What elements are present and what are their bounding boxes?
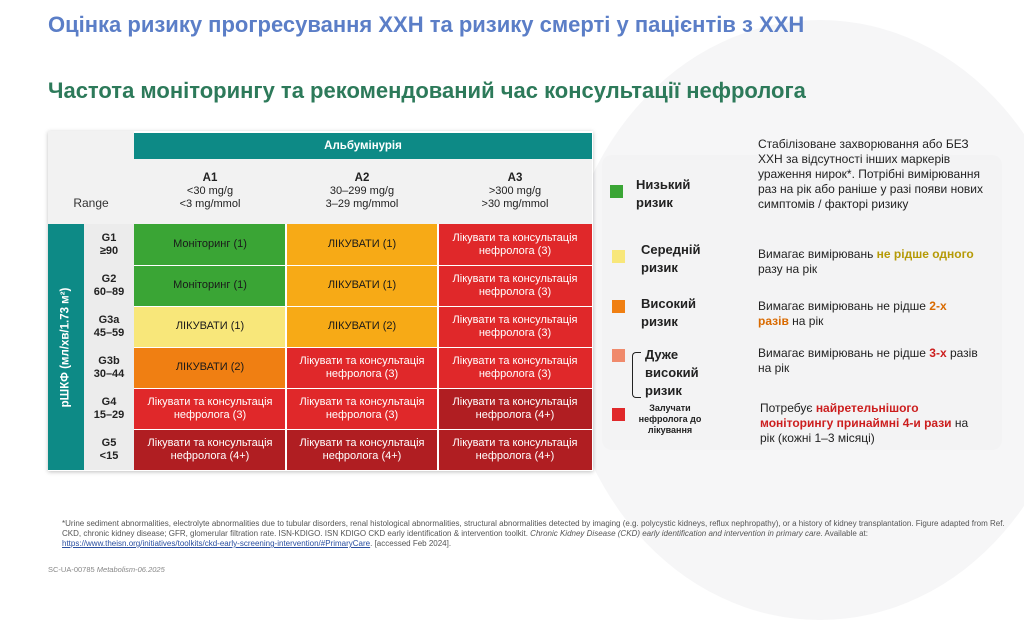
source-link[interactable]: https://www.theisn.org/initiatives/toolkits/ckd-early-screening-intervention/#PrimaryCare	[62, 539, 371, 548]
grid-divider	[134, 306, 592, 308]
column-header-a1: A1 <30 mg/g <3 mg/mmol	[134, 159, 286, 224]
high-risk-description: Вимагає вимірювань не рідше 2-х разів на рік	[758, 299, 947, 328]
grid-divider	[134, 347, 592, 349]
row-label-g5: G5 <15	[84, 429, 134, 470]
cell-g5-a2: Лікувати та консультація нефролога (4+)	[286, 429, 438, 470]
row-label-g3a: G3a 45–59	[84, 306, 134, 347]
refer-label: Залучати нефролога до лікування	[638, 403, 702, 435]
medium-risk-label: Середній ризик	[641, 242, 701, 275]
cell-g3a-a3: Лікувати та консультація нефролога (3)	[438, 306, 592, 347]
very-high-risk-swatch	[612, 349, 625, 362]
refer-description: Потребує найретельнішого моніторингу принаймні 4-и рази на рік (кожні 1–3 місяці)	[760, 401, 969, 445]
grid-divider	[134, 388, 592, 390]
row-label-g2: G2 60–89	[84, 265, 134, 306]
range-label: Range	[48, 131, 134, 224]
risk-bracket	[632, 352, 641, 398]
high-risk-swatch	[612, 300, 625, 313]
cell-g3a-a1: ЛІКУВАТИ (1)	[134, 306, 286, 347]
low-risk-swatch	[610, 185, 623, 198]
cell-g3b-a2: Лікувати та консультація нефролога (3)	[286, 347, 438, 388]
risk-table	[48, 131, 593, 471]
cell-g1-a1: Моніторинг (1)	[134, 224, 286, 265]
very-high-risk-description: Вимагає вимірювань не рідше 3-х разів на рік	[758, 346, 978, 375]
low-risk-description: Стабілізоване захворювання або БЕЗ ХХН за відсутності інших маркерів ураження нирок*. Потрібні вимірювання раз на рік або раніше у разі появи нових симптомів / факторі ризику	[758, 137, 983, 211]
page-subtitle: Частота моніторингу та рекомендований час консультації нефролога	[48, 78, 806, 103]
row-label-g3b: G3b 30–44	[84, 347, 134, 388]
row-label-g4: G4 15–29	[84, 388, 134, 429]
column-header-a3: A3 >300 mg/g >30 mg/mmol	[438, 159, 592, 224]
low-risk-label: Низький ризик	[636, 177, 691, 210]
row-label-g1: G1 ≥90	[84, 224, 134, 265]
cell-g5-a3: Лікувати та консультація нефролога (4+)	[438, 429, 592, 470]
page-title: Оцінка ризику прогресування ХХН та ризику смерті у пацієнтів з ХХН	[48, 12, 805, 37]
cell-g4-a1: Лікувати та консультація нефролога (3)	[134, 388, 286, 429]
document-code: SC-UA-00785 Metabolism-06.2025	[48, 565, 165, 574]
cell-g1-a2: ЛІКУВАТИ (1)	[286, 224, 438, 265]
albuminuria-header: Альбумінурія	[134, 133, 592, 159]
cell-g3b-a3: Лікувати та консультація нефролога (3)	[438, 347, 592, 388]
cell-g3a-a2: ЛІКУВАТИ (2)	[286, 306, 438, 347]
grid-divider	[134, 429, 592, 431]
very-high-risk-label: Дуже високий ризик	[645, 347, 699, 398]
high-risk-label: Високий ризик	[641, 296, 697, 329]
gfr-axis-label: рШКФ (мл/хв/1.73 м²)	[48, 224, 84, 470]
cell-g3b-a1: ЛІКУВАТИ (2)	[134, 347, 286, 388]
cell-g2-a1: Моніторинг (1)	[134, 265, 286, 306]
cell-g5-a1: Лікувати та консультація нефролога (4+)	[134, 429, 286, 470]
cell-g2-a3: Лікувати та консультація нефролога (3)	[438, 265, 592, 306]
grid-divider	[134, 265, 592, 267]
cell-g2-a2: ЛІКУВАТИ (1)	[286, 265, 438, 306]
medium-risk-swatch	[612, 250, 625, 263]
cell-g4-a3: Лікувати та консультація нефролога (4+)	[438, 388, 592, 429]
medium-risk-description: Вимагає вимірювань не рідше одного разу на рік	[758, 247, 974, 276]
cell-g1-a3: Лікувати та консультація нефролога (3)	[438, 224, 592, 265]
column-header-a2: A2 30–299 mg/g 3–29 mg/mmol	[286, 159, 438, 224]
cell-g4-a2: Лікувати та консультація нефролога (3)	[286, 388, 438, 429]
refer-swatch	[612, 408, 625, 421]
footnote: *Urine sediment abnormalities, electrolyte abnormalities due to tubular disorders, renal histological abnormalities, structural abnormalities detected by imaging (e.g. polycystic kidneys, reflux nephropathy), or a history of kidney transplantation. Figure adapted from Ref. CKD, chronic kidney disease; GFR, glomerular filtration rate. ISN-KDIGO. ISN KDIGO CKD early identification & intervention toolkit. Chronic Kidney Disease (CKD) early identification and intervention in primary care. Available at: https://www.theisn.org/initiatives/toolkits/ckd-early-screening-intervention/#PrimaryCare. [accessed Feb 2024].	[62, 519, 1005, 548]
